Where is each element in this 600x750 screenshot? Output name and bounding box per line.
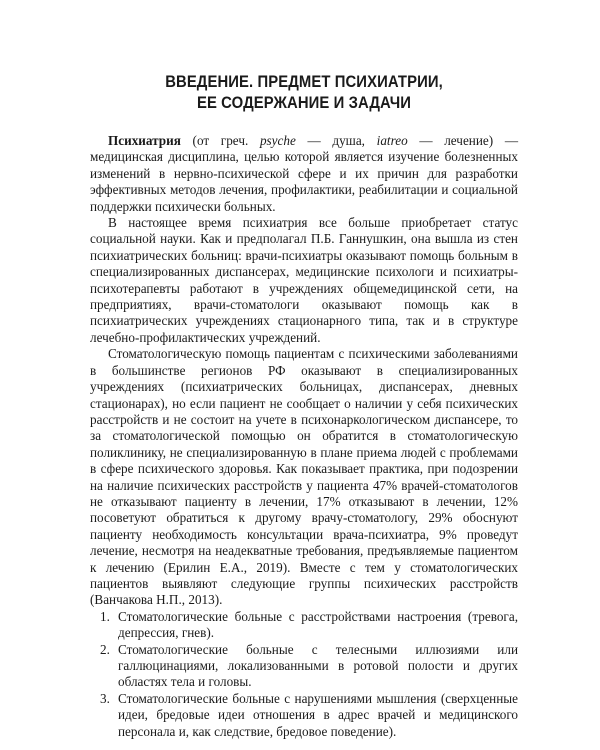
list-item-number: 2. [100,641,110,657]
list-item-text: Стоматологические больные с нарушениями мышления (сверхценные идеи, бредовые идеи отношения в адрес врачей и медицинского персонала и, как следствие, бредовое поведение). [118,690,518,739]
list-item-text: Стоматологические больные с расстройствами настроения (тревога, депрессия, гнев). [118,608,518,641]
page-content [90,72,518,740]
page-title [111,72,496,114]
greek-word-iatreo: iatreo [376,133,408,148]
list-item [90,609,518,642]
paragraph-social-science: В настоящее время психиатрия все больше приобретает статус социальной науки. Как и предполагал П.Б. Ганнушкин, она вышла из стен психиатрических больниц: врачи-психиатры оказывают помощь больным в специализированных диспансерах, медицинские психологи и психиатры-психотерапевты работают в учреждениях общемедицинской сети, на предприятиях, врачи-стоматологи оказывают помощь как в психиатрических учреждениях стационарного типа, так и в структуре лечебно-профилактических учреждений. [90,215,518,345]
title-line-1: ВВЕДЕНИЕ. ПРЕДМЕТ ПСИХИАТРИИ, [165,73,443,91]
intro-text-1: (от греч. [180,133,260,148]
intro-text-3: — лечение) — медицинская дисциплина, целью которой является изучение болезненных изменений в нервно-психической сфере и их причин для разработки эффективных методов лечения, профилактики, реабилитации и социальной поддержки психически больных. [90,133,519,214]
greek-word-psyche: psyche [259,133,296,148]
intro-text-2: — душа, [295,133,377,148]
disorder-groups-list [90,609,518,740]
list-item-number: 1. [100,608,110,624]
defined-term: Психиатрия [108,133,181,148]
list-item [90,691,518,740]
title-line-2: ЕЕ СОДЕРЖАНИЕ И ЗАДАЧИ [196,94,412,112]
paragraph-dental-care: Стоматологическую помощь пациентам с психическими заболеваниями в большинстве регионов РФ оказывают в специализированных учреждениях (психиатрических больницах, диспансерах, дневных стационарах), но если пациент не сообщает о наличии у себя психических расстройств и не состоит на учете в психонаркологическом диспансере, то за стоматологической помощью он обратится в стоматологическую поликлинику, не специализированную в плане приема людей с проблемами в сфере психического здоровья. Как показывает практика, при подозрении на наличие психических расстройств у пациента 47% врачей-стоматологов не отказывают пациенту в лечении, 17% отказывают в лечении, 12% посоветуют обратиться к другому врачу-стоматологу, 29% обоснуют пациенту необходимость консультации врача-психиатра, 9% проведут лечение, несмотря на неадекватные требования, предъявляемые пациентом к лечению (Ерилин Е.А., 2019). Вместе с тем у стоматологических пациентов выявляют следующие группы психических расстройств (Ванчакова Н.П., 2013). [90,346,518,608]
list-item-text: Стоматологические больные с телесными иллюзиями или галлюцинациями, локализованными в ротовой полости и других областях тела и головы. [118,641,518,690]
list-item [90,642,518,691]
intro-paragraph [90,133,518,215]
list-item-number: 3. [100,690,110,706]
